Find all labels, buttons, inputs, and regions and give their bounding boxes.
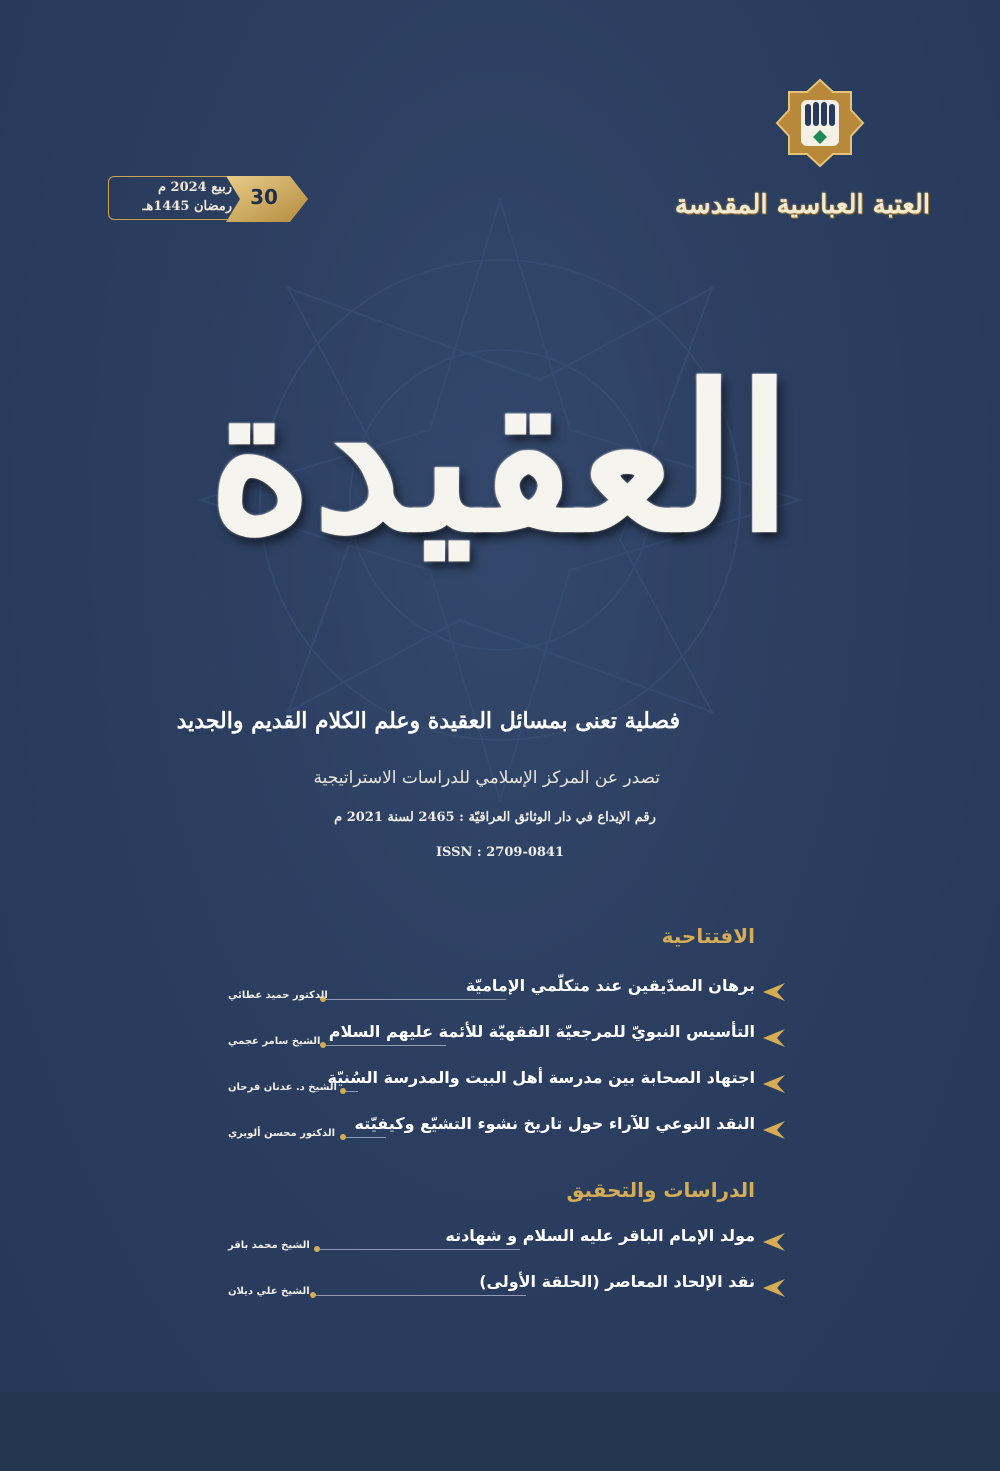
- issue-date-hijri: رمضان 1445هـ: [142, 199, 232, 214]
- toc-entry[interactable]: [220, 1022, 785, 1056]
- leader-line: [326, 999, 506, 1000]
- bullet-dot: [340, 1134, 346, 1140]
- toc-entry[interactable]: [220, 976, 785, 1010]
- bullet-dot: [310, 1292, 316, 1298]
- toc-author: الدكتور محسن ألويري: [228, 1128, 336, 1139]
- issue-number: 30: [250, 185, 278, 209]
- toc-author: الدكتور حميد عطائي: [228, 990, 328, 1001]
- toc-entry[interactable]: [220, 1272, 785, 1306]
- toc-author: الشيخ سامر عجمي: [228, 1036, 321, 1047]
- gold-arrow-icon: [763, 1027, 785, 1049]
- leader-line: [346, 1137, 386, 1138]
- deposit-number: رقم الإيداع في دار الوثائق العراقيّة : 2465 لسنة 2021 م: [334, 810, 656, 825]
- toc-entry[interactable]: [220, 1226, 785, 1260]
- leader-line: [326, 1045, 446, 1046]
- toc-entry[interactable]: [220, 1068, 785, 1102]
- bottom-band: [0, 1392, 1000, 1471]
- issn: ISSN : 2709-0841: [435, 845, 565, 860]
- toc-author: الشيخ محمد باقر: [228, 1240, 310, 1251]
- toc-title: مولد الإمام الباقر عليه السلام و شهادته: [445, 1226, 755, 1245]
- section-heading-editorial: الافتتاحية: [661, 924, 755, 948]
- leader-line: [320, 1249, 520, 1250]
- toc-entry[interactable]: [220, 1114, 785, 1148]
- bullet-dot: [314, 1246, 320, 1252]
- issue-badge: [108, 176, 308, 222]
- bullet-dot: [320, 1042, 326, 1048]
- section-heading-studies: الدراسات والتحقيق: [566, 1178, 755, 1202]
- issue-date-gregorian: ربيع 2024 م: [157, 180, 232, 195]
- bullet-dot: [340, 1088, 346, 1094]
- logo-label: العتبة العباسية المقدسة: [674, 190, 930, 220]
- toc-title: التأسيس النبويّ للمرجعيّة الفقهيّة للأئمة عليهم السلام: [328, 1022, 755, 1041]
- gold-arrow-icon: [763, 1277, 785, 1299]
- toc-title: نقد الإلحاد المعاصر (الحلقة الأولى): [479, 1272, 755, 1291]
- leader-line: [316, 1295, 526, 1296]
- publisher-line: تصدر عن المركز الإسلامي للدراسات الاستراتيجية: [313, 768, 660, 788]
- gold-arrow-icon: [763, 1073, 785, 1095]
- toc-title: النقد النوعي للآراء حول تاريخ نشوء التشيّع وكيفيّته: [354, 1114, 755, 1133]
- leader-line: [346, 1091, 358, 1092]
- toc-author: الشيخ د. عدنان فرحان: [228, 1082, 337, 1093]
- magazine-subtitle: فصلية تعنى بمسائل العقيدة وعلم الكلام القديم والجديد: [176, 708, 680, 734]
- toc-title: برهان الصدّيقين عند متكلّمي الإماميّة: [465, 976, 755, 995]
- gold-arrow-icon: [763, 1119, 785, 1141]
- toc-author: الشيخ علي ديلان: [228, 1286, 310, 1297]
- gold-arrow-icon: [763, 981, 785, 1003]
- gold-arrow-icon: [763, 1231, 785, 1253]
- magazine-title: العقيدة: [207, 342, 793, 577]
- toc-title: اجتهاد الصحابة بين مدرسة أهل البيت والمدرسة السُنيّة: [327, 1068, 755, 1087]
- hand-shrine-icon: [775, 78, 865, 168]
